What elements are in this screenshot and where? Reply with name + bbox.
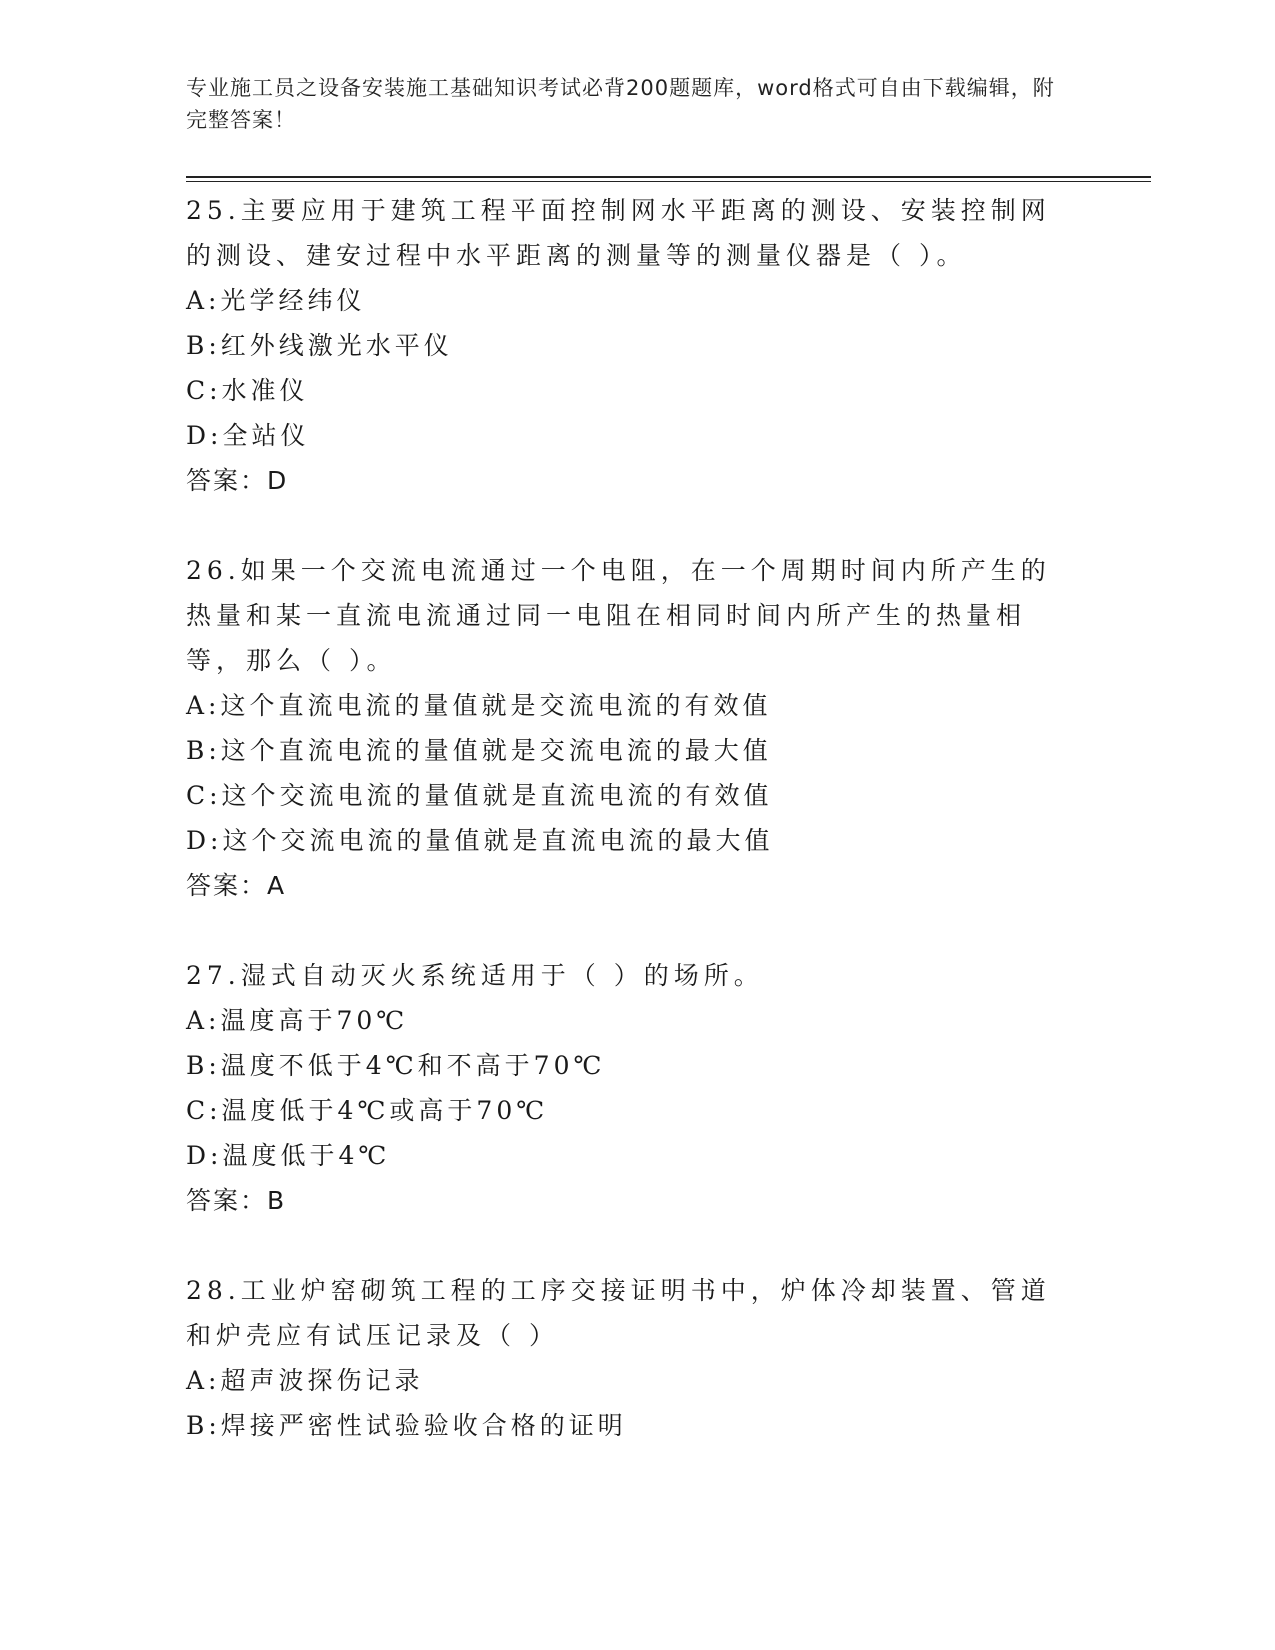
question-stem: 28.工业炉窑砌筑工程的工序交接证明书中，炉体冷却装置、管道和炉壳应有试压记录及（ ） (186, 1276, 1051, 1350)
option-d: D:温度低于4℃ (186, 1141, 391, 1170)
header-divider (186, 176, 1151, 178)
option-b: B:这个直流电流的量值就是交流电流的最大值 (186, 736, 772, 765)
option-a: A:光学经纬仪 (186, 286, 366, 315)
question-26 (186, 548, 1066, 908)
option-b: B:红外线激光水平仪 (186, 331, 453, 360)
question-28 (186, 1268, 1066, 1448)
question-list (186, 188, 1066, 1493)
option-c: C:水准仪 (186, 376, 309, 405)
option-a: A:这个直流电流的量值就是交流电流的有效值 (186, 691, 772, 720)
question-25 (186, 188, 1066, 503)
option-c: C:温度低于4℃或高于70℃ (186, 1096, 549, 1125)
option-a: A:温度高于70℃ (186, 1006, 409, 1035)
option-a: A:超声波探伤记录 (186, 1366, 424, 1395)
option-b: B:温度不低于4℃和不高于70℃ (186, 1051, 606, 1080)
question-stem: 25.主要应用于建筑工程平面控制网水平距离的测设、安装控制网的测设、建安过程中水平距离的测量等的测量仪器是（ ）。 (186, 196, 1051, 270)
answer: 答案：D (186, 466, 289, 495)
header-divider-thin (186, 181, 1151, 182)
option-d: D:全站仪 (186, 421, 310, 450)
option-d: D:这个交流电流的量值就是直流电流的最大值 (186, 826, 774, 855)
option-b: B:焊接严密性试验验收合格的证明 (186, 1411, 627, 1440)
question-stem: 26.如果一个交流电流通过一个电阻，在一个周期时间内所产生的热量和某一直流电流通过同一电阻在相同时间内所产生的热量相等，那么（ ）。 (186, 556, 1051, 675)
document-header: 专业施工员之设备安装施工基础知识考试必背200题题库，word格式可自由下载编辑，附完整答案！ (186, 76, 1055, 132)
answer: 答案：B (186, 1186, 287, 1215)
question-stem: 27.湿式自动灭火系统适用于（ ）的场所。 (186, 961, 764, 990)
question-27 (186, 953, 1066, 1223)
option-c: C:这个交流电流的量值就是直流电流的有效值 (186, 781, 773, 810)
answer: 答案：A (186, 871, 287, 900)
